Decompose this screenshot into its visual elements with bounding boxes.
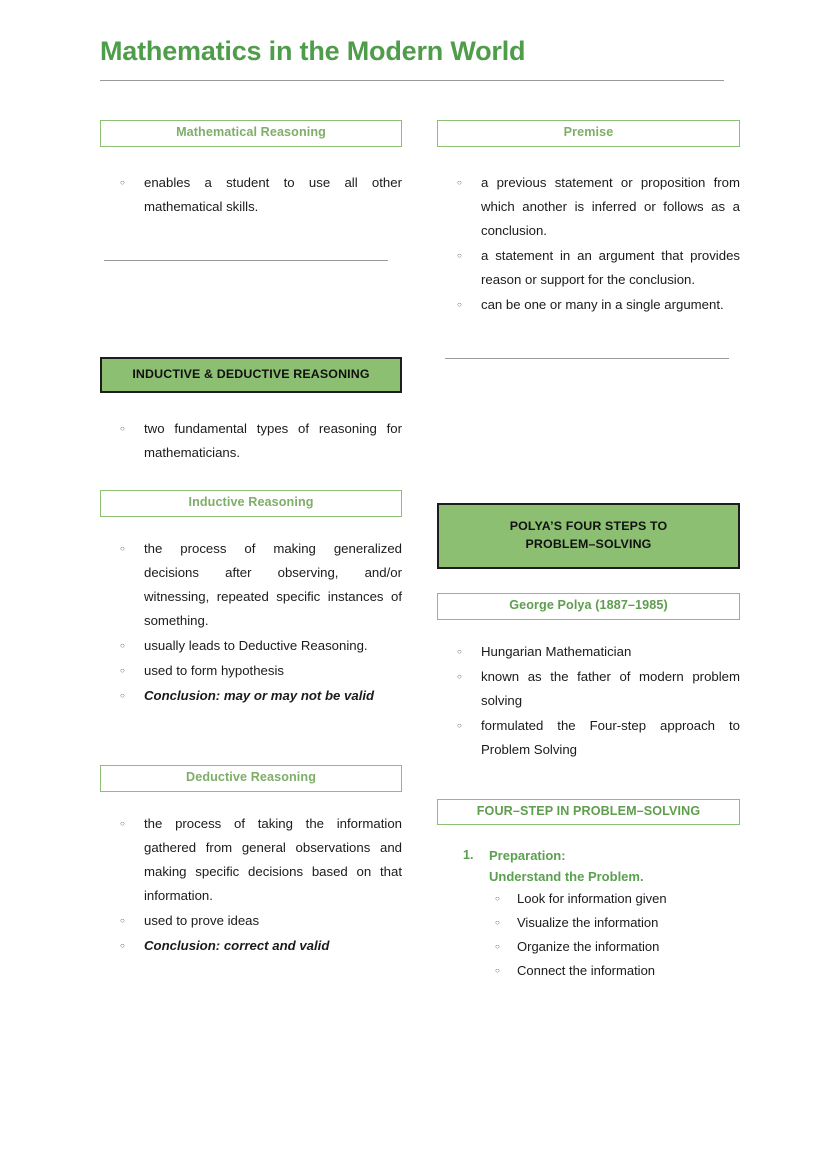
- section-mathematical-reasoning: [100, 120, 402, 219]
- bullet-list-premise: [437, 171, 740, 317]
- bullet-list-inductive-deductive: [100, 417, 402, 465]
- bullet-list-george-polya: [437, 640, 740, 762]
- section-heading-inductive-reasoning: Inductive Reasoning: [100, 490, 402, 517]
- section-heading-deductive-reasoning: Deductive Reasoning: [100, 765, 402, 792]
- list-item: ○ Visualize the information: [489, 911, 740, 935]
- section-inductive-reasoning: [100, 490, 402, 708]
- list-item: ○ usually leads to Deductive Reasoning.: [100, 634, 402, 658]
- section-deductive-reasoning: [100, 765, 402, 958]
- section-george-polya: [437, 593, 740, 762]
- list-item: ○ Conclusion: correct and valid: [100, 934, 402, 958]
- numbered-list-four-step: [437, 845, 740, 983]
- list-item: ○ can be one or many in a single argument.: [437, 293, 740, 317]
- sub-bullet-list-step-1: [489, 887, 740, 983]
- list-item: ○ Conclusion: may or may not be valid: [100, 684, 402, 708]
- step-title-line-1: Preparation:: [489, 848, 566, 864]
- list-item: ○ enables a student to use all other mathematical skills.: [100, 171, 402, 219]
- section-heading-george-polya: George Polya (1887–1985): [437, 593, 740, 620]
- polya-heading-line-1: POLYA’S FOUR STEPS TO: [509, 518, 668, 533]
- left-column: [100, 120, 402, 959]
- list-item: ○ the process of taking the information gathered from general observations and making specific decisions based on that information.: [100, 812, 402, 908]
- section-heading-polya-four-steps: [437, 503, 740, 569]
- list-item: ○ used to prove ideas: [100, 909, 402, 933]
- list-item: ○ the process of making generalized decisions after observing, and/or witnessing, repeated specific instances of something.: [100, 537, 402, 633]
- bullet-list-inductive-reasoning: [100, 537, 402, 708]
- list-item: ○ Look for information given: [489, 887, 740, 911]
- bullet-list-mathematical-reasoning: [100, 171, 402, 219]
- list-item: ○ Hungarian Mathematician: [437, 640, 740, 664]
- list-item: ○ known as the father of modern problem solving: [437, 665, 740, 713]
- list-item: ○ a statement in an argument that provides reason or support for the conclusion.: [437, 244, 740, 292]
- list-item: ○ formulated the Four-step approach to Problem Solving: [437, 714, 740, 762]
- section-heading-premise: Premise: [437, 120, 740, 147]
- section-inductive-deductive-reasoning: [100, 357, 402, 466]
- list-item: ○ Connect the information: [489, 959, 740, 983]
- bullet-list-deductive-reasoning: [100, 812, 402, 958]
- section-heading-four-step: FOUR–STEP IN PROBLEM–SOLVING: [437, 799, 740, 826]
- list-item: ○ Organize the information: [489, 935, 740, 959]
- section-heading-mathematical-reasoning: Mathematical Reasoning: [100, 120, 402, 147]
- page-title: Mathematics in the Modern World: [100, 36, 526, 66]
- list-item: ○ used to form hypothesis: [100, 659, 402, 683]
- list-item: ○ a previous statement or proposition from which another is inferred or follows as a conclusion.: [437, 171, 740, 243]
- section-premise: [437, 120, 740, 317]
- title-divider: [100, 80, 724, 81]
- list-item: ○ two fundamental types of reasoning for mathematicians.: [100, 417, 402, 465]
- section-four-step: [437, 799, 740, 984]
- polya-heading-line-2: PROBLEM–SOLVING: [525, 537, 652, 552]
- right-column: [437, 120, 740, 983]
- step-title-line-2: Understand the Problem.: [489, 869, 644, 885]
- document-header: [100, 36, 724, 81]
- step-number: 1.: [463, 848, 474, 863]
- section-heading-inductive-deductive: INDUCTIVE & DEDUCTIVE REASONING: [100, 357, 402, 394]
- list-item-step-1: [437, 845, 740, 983]
